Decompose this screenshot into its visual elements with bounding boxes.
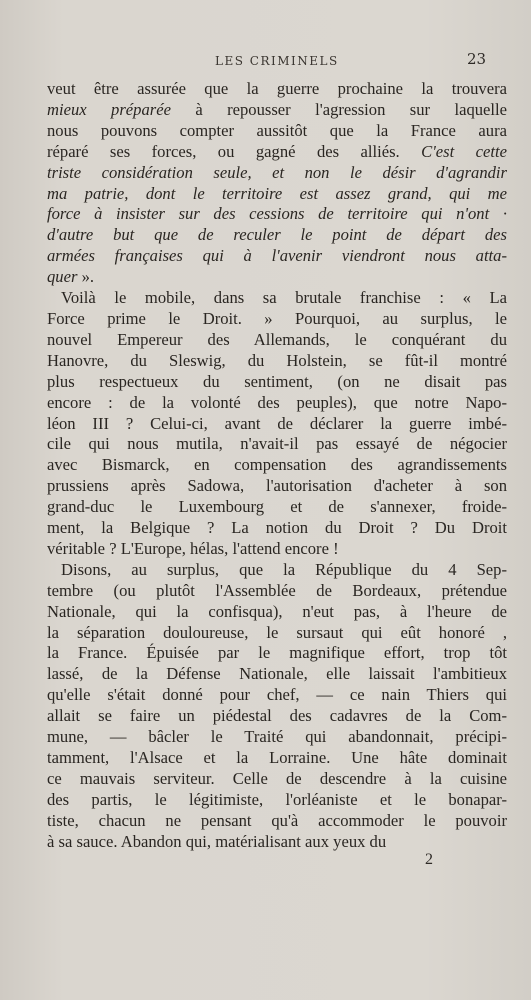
text-segment: la séparation douloureuse, le sursaut qui eût honoré , [47,622,507,642]
text-line [47,727,507,748]
text-segment: Nationale, qui la confisqua), n'eut pas, à l'heure de [47,601,507,621]
text-line [47,121,507,142]
text-line [47,79,507,100]
text-line [47,372,507,393]
text-line [47,790,507,811]
text-segment: Disons, au surplus, que la République du 4 Sep- [61,559,507,579]
text-line [47,455,507,476]
running-title: LES CRIMINELS [215,54,339,68]
text-line [47,811,507,832]
text-line [47,184,507,205]
italic-text-segment: force à insister sur des cessions de territoire qui n'ont · [47,204,507,224]
text-line [47,497,507,518]
text-line [47,581,507,602]
italic-text-segment: triste considération seule, et non le désir d'agrandir [47,162,507,182]
text-line [47,748,507,769]
italic-text-segment: armées françaises qui à l'avenir viendront nous atta- [47,246,507,266]
text-line [47,643,507,664]
body-text [47,79,507,853]
text-line [47,309,507,330]
italic-text-segment: C'est cette [421,141,507,161]
text-line [47,602,507,623]
text-line [47,518,507,539]
text-line [47,225,507,246]
text-line [47,539,507,560]
text-segment: Hanovre, du Sleswig, du Holstein, se fût-il montré [47,350,507,370]
text-line [47,100,507,121]
text-segment: tembre (ou plutôt l'Assemblée de Bordeaux, prétendue [47,580,507,600]
text-segment: lassé, de la Défense Nationale, elle laissait l'ambitieux [47,664,507,684]
text-line [47,664,507,685]
text-segment: allait se faire un piédestal des cadavres de la Com- [47,706,507,726]
text-line [47,163,507,184]
signature-mark: 2 [425,851,433,868]
text-segment: à sa sauce. Abandon qui, matérialisant aux yeux du [47,831,387,851]
page-header [0,50,531,74]
text-line [47,434,507,455]
italic-text-segment: mieux préparée [47,99,171,119]
text-segment: plus respectueux du sentiment, (on ne disait pas [47,371,507,391]
text-segment: nous pouvons compter aussitôt que la France aura [47,120,507,140]
italic-text-segment: ma patrie, dont le territoire est assez grand, qui me [47,183,507,203]
text-segment: avec Bismarck, en compensation des agrandissements [47,455,507,475]
text-segment: grand-duc le Luxembourg et de s'annexer, froide- [47,497,507,517]
text-line [47,351,507,372]
text-segment: Voilà le mobile, dans sa brutale franchise : « La [61,288,507,308]
text-segment: véritable ? L'Europe, hélas, l'attend encore ! [47,538,339,558]
text-segment: encore : de la volonté des peuples), que notre Napo- [47,392,507,412]
text-segment: léon III ? Celui-ci, avant de déclarer la guerre imbé- [47,413,507,433]
text-segment: tamment, l'Alsace et la Lorraine. Une hâte dominait [47,748,507,767]
text-segment: veut être assurée que la guerre prochaine la trouvera [47,79,507,98]
text-segment: ment, la Belgique ? La notion du Droit ? Du Droit [47,518,507,538]
text-line [47,393,507,414]
text-line [47,142,507,163]
text-segment: nouvel Empereur des Allemands, le conquérant du [47,329,507,349]
text-line [47,267,507,288]
text-segment: qu'elle s'était donné pour chef, — ce nain Thiers qui [47,685,507,705]
text-segment: la France. Épuisée par le magnifique effort, trop tôt [47,643,507,663]
text-segment: tiste, chacun ne pensant qu'à accommoder le pouvoir [47,810,507,830]
text-line [47,706,507,727]
text-line [47,832,507,853]
text-segment: des partis, le légitimiste, l'orléaniste et le bonapar- [47,789,507,809]
text-line [47,623,507,644]
text-segment: mune, — bâcler le Traité qui abandonnait, précipi- [47,727,507,747]
text-line [47,204,507,225]
text-segment: ce mauvais serviteur. Celle de descendre à la cuisine [47,768,507,788]
text-line [47,288,507,309]
text-segment: réparé ses forces, ou gagné des alliés. [47,141,422,161]
text-segment: à repousser l'agression sur laquelle [170,99,507,119]
text-line [47,414,507,435]
text-line [47,560,507,581]
text-line [47,769,507,790]
text-line [47,246,507,267]
text-segment: ». [77,267,95,287]
text-line [47,476,507,497]
text-segment: Force prime le Droit. » Pourquoi, au surplus, le [47,308,507,328]
text-line [47,685,507,706]
text-line [47,330,507,351]
text-segment: cile qui nous mutila, n'avait-il pas essayé de négocier [47,434,507,454]
text-segment: prussiens après Sadowa, l'autorisation d'acheter à son [47,476,507,496]
italic-text-segment: d'autre but que de reculer le point de départ des [47,225,507,245]
italic-text-segment: quer [47,267,78,287]
page-number: 23 [467,50,487,68]
